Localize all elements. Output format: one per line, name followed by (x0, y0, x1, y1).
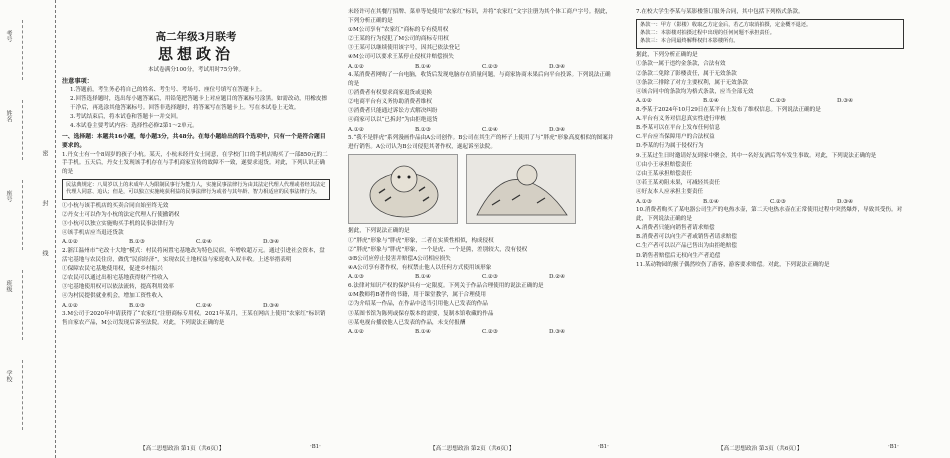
q10-option[interactable]: C.生产者可以以产品已售出为由拒绝赔偿 (636, 243, 737, 250)
q8-option[interactable]: B.李某可以在平台上发布任何信息 (636, 125, 721, 132)
q9-item: ③若王某劝阻未果，可减轻其责任 (636, 180, 720, 187)
tiger-icon (349, 155, 458, 224)
question-7: 7.在校大学生李某与某影楼签订服务合同，其中包括下列格式条款。 (636, 9, 804, 15)
q2-options (62, 302, 330, 311)
option[interactable]: A.①② (348, 63, 364, 70)
q6-item: ③某图书馆为陈列或保存版本的需要，复制本馆收藏的作品 (348, 310, 494, 317)
question-3: 3.M公司于2020年申请获得了“农家红”注册商标专用权。2021年某月，王某在网店上使用“农家红”标识销售自家农产品，M公司发现后诉至法院。对此，下列说法正确的是 (62, 311, 326, 326)
option[interactable]: D.③④ (549, 328, 566, 335)
binding-label-school: 学校 (5, 370, 12, 382)
q3-item: ③王某可以继续使用该字号，因其已依法登记 (348, 45, 460, 52)
q7-item: ④该合同中的条款均为格式条款，应当全部无效 (636, 88, 754, 95)
option[interactable]: B.①④ (703, 198, 719, 205)
exam-meta: 本试卷满分100分，考试用时75分钟。 (147, 67, 245, 73)
q8-option[interactable]: C.平台应当保障用户的合法权益 (636, 134, 715, 141)
q5-images (348, 154, 616, 224)
option[interactable]: B.①③ (129, 239, 145, 246)
option[interactable]: A.①② (62, 302, 78, 309)
q4-item: ②电商平台有义务协助消费者维权 (348, 99, 432, 106)
option[interactable]: B.①④ (415, 274, 431, 281)
notice-item: 4.本试卷主要考试内容：选择性必修2第1～2单元。 (70, 123, 198, 130)
option[interactable]: C.②③ (770, 98, 786, 105)
option[interactable]: D.②④ (549, 274, 566, 281)
q9-item: ④好友本人应承担主要责任 (636, 189, 704, 196)
option[interactable]: B.①④ (415, 328, 431, 335)
option[interactable]: A.①② (62, 239, 78, 246)
binding-label-class: 班级 (5, 280, 12, 292)
q2-item: ③宅基地使用权可以依法流转，提高利用效率 (62, 284, 174, 291)
q2-item: ②农民可以通过出租宅基地获得财产性收入 (62, 275, 169, 281)
question-1-box: 民法典规定：八周岁以上的未成年人为限制民事行为能力人，实施民事法律行为由其法定代理人代理或者经其法定代理人同意、追认；但是，可以独立实施纯获利益的民事法律行为或者与其年龄、智力相适应的民事法律行为。 (62, 179, 330, 200)
question-6: 6.法律对知识产权的保护具有一定限度。下列关于作品合理使用的说法正确的是 (348, 282, 544, 289)
q1-options (62, 238, 330, 247)
seal-mark: 线 (41, 250, 48, 256)
section-heading: 一、选择题：本题共16小题，每小题3分，共48分。在每小题给出的四个选项中，只有一个是符合题目要求的。 (62, 133, 326, 149)
q1-item: ③小杭可以独立实施购买手机的民事法律行为 (62, 221, 174, 228)
tiger-illustration (348, 154, 458, 224)
binding-label-name: 姓名 (5, 110, 12, 122)
option[interactable]: C.②③ (770, 198, 786, 205)
q6-item: ②为介绍某一作品，在作品中适当引用他人已发表的作品 (348, 301, 488, 308)
page-code-2: ·B1· (598, 444, 609, 450)
question-8: 8.李某于2024年10月29日在某平台上发布了维权信息。下列说法正确的是 (636, 106, 821, 113)
q6-options (348, 328, 616, 337)
notice-heading: 注意事项： (62, 77, 93, 85)
option[interactable]: C.②④ (482, 126, 498, 133)
page-footer-1: 【高二思想政治 第1页（共6页）】 (140, 446, 225, 452)
q7-options (636, 97, 904, 106)
q5-options (348, 273, 616, 282)
option[interactable]: C.②③ (482, 274, 498, 281)
fill-line (22, 180, 23, 250)
fill-line (22, 100, 23, 160)
q3-item: ④M公司可以要求王某停止侵权并赔偿损失 (348, 54, 454, 61)
option[interactable]: B.①④ (703, 98, 719, 105)
q10-option[interactable]: B.消费者可以向生产者或销售者请求赔偿 (636, 234, 737, 241)
page-column-1 (62, 8, 330, 438)
q10-option[interactable]: D.销售者赔偿后无权向生产者追偿 (636, 252, 721, 259)
question-4: 4.某消费者网购了一台电脑，收货后发现电脑存在质量问题，与商家协商未果后向平台投诉。下列说法正确的是 (348, 72, 611, 87)
exam-subject: 思想政治 (157, 45, 234, 63)
q7-item: ③条款三排除了对方主要权利，属于无效条款 (636, 79, 748, 86)
option[interactable]: D.③④ (263, 239, 280, 246)
q1-item: ②丹女士可以作为小杭的法定代理人行使撤销权 (62, 211, 180, 218)
fill-line (22, 20, 23, 80)
question-11: 11.某动物园的猴子偶然咬伤了游客，游客要求赔偿。对此，下列说法正确的是 (636, 261, 830, 268)
binding-label-id: 考号 (5, 30, 12, 42)
q3-continued: 未经许可在其餐厅招牌、菜单等处使用“农家红”标识，并将“农家红”文字注册为其个体工商户字号。据此，下列分析正确的是 (348, 9, 612, 24)
q9-item: ②由王某承担赔偿责任 (636, 171, 692, 177)
q2-item: ①保障农民宅基地使用权，促进乡村振兴 (62, 265, 163, 272)
option[interactable]: D.③④ (549, 126, 566, 133)
q2-item: ④为村民提供就业机会，增加工资性收入 (62, 293, 163, 300)
q9-options (636, 198, 904, 207)
q7-item: ②条款二免除了影楼责任，属于无效条款 (636, 70, 737, 77)
option[interactable]: B.①④ (415, 63, 431, 70)
page-code-3: ·B1· (888, 444, 899, 450)
seal-mark: 密 (41, 150, 48, 156)
option[interactable]: C.②④ (196, 239, 212, 246)
q7-term: 条款二：本影楼对拍摄过程中出现的任何问题不承担责任。 (640, 29, 775, 36)
q7-ask: 据此，下列分析正确的是 (636, 52, 698, 59)
binding-label-seat: 座号 (5, 190, 12, 202)
question-1: 1.丹女士有一个8周岁的孩子小杭。某天，小杭未经丹女士同意，在学校门口的手机店购买了一部850元的二手手机。五天后，丹女士发现该手机存在与手机商家宣传的故障不一致，遂要求退货。对此，下列认识正确的是 (62, 151, 328, 175)
binding-strip (0, 0, 56, 458)
question-2: 2.浙江温州市“宅改十大地”模式：村民将闲置宅基地改为特色民宿，年增收超万元。通过引进社会资本，盘活宅基地与农民住房，做优“民宿经济”，实现农民土地权益与家庭收入双丰收。上述举措表明 (62, 248, 325, 263)
notice-item: 2.回答选择题时，选出每小题答案后，用铅笔把答题卡上对应题目的答案标号涂黑。如需改动，用橡皮擦干净后，再选涂其他答案标号。回答非选择题时，将答案写在答题卡上。写在本试卷上无效。 (70, 96, 328, 111)
q3-options (348, 63, 616, 72)
q8-option[interactable]: D.李某的行为属于侵权行为 (636, 143, 704, 150)
q3-item: ①M公司享有“农家红”商标的专有使用权 (348, 26, 449, 33)
option[interactable]: C.②④ (196, 302, 212, 309)
option[interactable]: A.①② (348, 328, 364, 335)
q5-item: ②“胖虎”形象与“胖虎”形象，一个是虎、一个是熊，差别较大，没有侵权 (348, 246, 528, 253)
option[interactable]: A.①② (636, 98, 652, 105)
option[interactable]: C.②③ (482, 63, 498, 70)
q7-term: 条款三：本合同最终解释权归本影楼所有。 (640, 37, 739, 44)
notice-item: 1.答题前，考生务必将自己的姓名、考生号、考场号、座位号填写在答题卡上。 (70, 87, 266, 94)
fill-line (22, 270, 23, 340)
page-footer-3: 【高二思想政治 第3页（共6页）】 (718, 446, 803, 452)
q7-item: ①条款一属于违约金条款，合法有效 (636, 61, 726, 68)
page-code-1: ·B1· (310, 444, 321, 450)
q4-item: ①消费者有权要求商家退货或更换 (348, 89, 432, 96)
q6-item: ④某电视台播放他人已发表的作品，未支付报酬 (348, 319, 466, 326)
bear-illustration (466, 154, 576, 224)
option[interactable]: A.①③ (636, 198, 652, 205)
option[interactable]: C.②③ (482, 328, 498, 335)
q1-item: ①小杭与该手机店的买卖合同自始至终无效 (62, 202, 169, 209)
q5-item: ③B公司应停止侵害并赔偿A公司相应损失 (348, 256, 451, 262)
question-10: 10.消费者购买了某电器公司生产的电热水壶，第二天电热水壶在正常使用过程中突然爆炸，导致其受伤。对此，下列说法正确的是 (636, 207, 903, 222)
option[interactable]: B.①③ (129, 302, 145, 309)
option[interactable]: B.①③ (415, 126, 431, 133)
bear-icon (467, 155, 576, 224)
question-5: 5.“我不是胖虎”系列漫画作品由A公司创作。B公司在其生产的杯子上使用了与“胖虎”形象高度相似的图案并进行销售。A公司认为B公司侵犯其著作权，遂起诉至法院。 (348, 135, 614, 150)
option[interactable]: A.①③ (348, 274, 364, 281)
fill-line (22, 360, 23, 430)
page-column-2 (348, 8, 616, 438)
q5-ask: 据此，下列说法正确的是 (348, 228, 410, 235)
page-column-3 (636, 8, 904, 438)
q4-options (348, 126, 616, 135)
q5-item: ④A公司享有著作权，有权禁止他人以任何方式使用该形象 (348, 265, 492, 272)
option[interactable]: A.①② (348, 126, 364, 133)
q5-item: ①“胖虎”形象与“胖虎”形象，二者在实质性相似，构成侵权 (348, 237, 494, 244)
option[interactable]: D.③④ (837, 198, 854, 205)
q8-option[interactable]: A.平台有义务对信息真实性进行审核 (636, 115, 726, 122)
q10-option[interactable]: A.消费者只能向销售者请求赔偿 (636, 224, 715, 231)
q7-term: 条款一：甲方（影楼）收取乙方定金后，若乙方取消拍摄，定金概不退还。 (640, 21, 812, 28)
option[interactable]: D.③④ (263, 302, 280, 309)
question-9: 9.王某过生日时邀请好友到家中聚会，其中一名好友酒后驾车发生事故。对此，下列说法正确的是 (636, 152, 877, 159)
option[interactable]: D.③④ (837, 98, 854, 105)
seal-mark: 封 (41, 200, 48, 206)
q6-item: ①M教师将B著作的书籍，用于课堂教学，属于合理使用 (348, 292, 486, 299)
q7-terms-box (636, 19, 904, 50)
q4-item: ③消费者只能通过诉讼方式解决纠纷 (348, 108, 438, 115)
q4-item: ④商家可以以“已拆封”为由拒绝退货 (348, 117, 438, 124)
q3-item: ②王某的行为侵犯了M公司的商标专用权 (348, 35, 449, 42)
notice-item: 3.考试结束后，将本试卷和答题卡一并交回。 (70, 114, 182, 121)
q9-item: ①由小王承担赔偿责任 (636, 161, 692, 168)
page-footer-2: 【高二思想政治 第2页（共6页）】 (430, 446, 515, 452)
option[interactable]: D.③④ (549, 63, 566, 70)
exam-title: 高二年级3月联考 (155, 31, 237, 43)
q1-item: ④该手机店应当退还货款 (62, 230, 124, 237)
